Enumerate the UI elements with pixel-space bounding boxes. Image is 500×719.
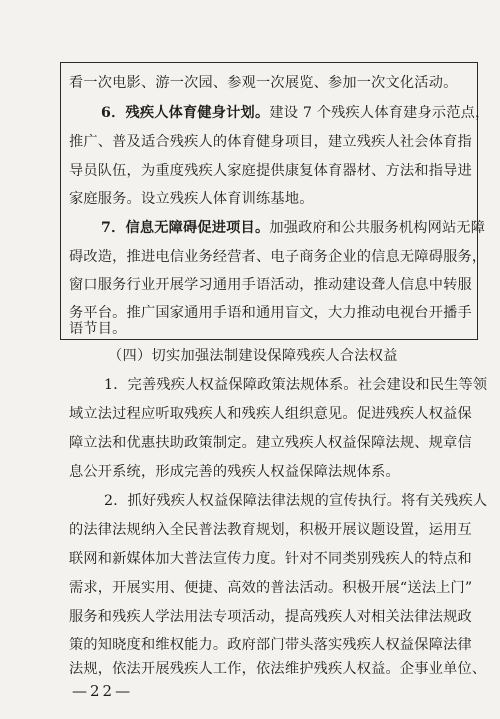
box-line-10: 语节目。 (69, 321, 127, 337)
section-heading: （四）切实加强法制建设保障残疾人合法权益 (108, 348, 398, 364)
body-line-6: 的法律法规纳入全民普法教育规划，积极开展议题设置，运用互 (69, 522, 472, 538)
body-line-10: 策的知晓度和维权能力。政府部门带头落实残疾人权益保障法律 (69, 637, 472, 653)
item-6-heading: 6．残疾人体育健身计划。 (101, 105, 270, 121)
box-line-6 (101, 219, 485, 237)
box-line-7: 碍改造，推进电信业务经营者、电子商务企业的信息无障碍服务， (69, 249, 487, 265)
box-line-2 (101, 104, 489, 122)
box-line-4: 导员队伍，为重度残疾人家庭提供康复体育器材、方法和指导进 (69, 163, 472, 179)
body-line-7: 联网和新媒体加大普法宣传力度。针对不同类别残疾人的特点和 (69, 551, 472, 567)
box-line-1: 看一次电影、游一次园、参观一次展览、参加一次文化活动。 (69, 75, 458, 91)
box-line-9: 务平台。推广国家通用手语和通用盲文，大力推动电视台开播手 (69, 305, 472, 321)
body-line-5: 2．抓好残疾人权益保障法律法规的宣传执行。将有关残疾人 (104, 493, 488, 509)
box-line-5: 家庭服务。设立残疾人体育训练基地。 (69, 191, 314, 207)
box-line-8: 窗口服务行业开展学习通用手语活动，推动建设聋人信息中转服 (69, 277, 472, 293)
body-line-2: 域立法过程应听取残疾人和残疾人组织意见。促进残疾人权益保 (69, 406, 472, 422)
box-line-3: 推广、普及适合残疾人的体育健身项目，建立残疾人社会体育指 (69, 134, 472, 150)
body-line-1: 1．完善残疾人权益保障政策法规体系。社会建设和民生等领 (104, 377, 488, 393)
page-number: —22— (72, 682, 134, 700)
body-line-3: 障立法和优惠扶助政策制定。建立残疾人权益保障法规、规章信 (69, 435, 472, 451)
body-line-11: 法规，依法开展残疾人工作，依法维护残疾人权益。企事业单位、 (69, 661, 487, 677)
item-7-text: 加强政府和公共服务机构网站无障 (269, 220, 486, 236)
item-7-heading: 7．信息无障碍促进项目。 (101, 220, 270, 236)
body-line-4: 息公开系统，形成完善的残疾人权益保障法规体系。 (69, 464, 400, 480)
item-6-text: 建设 7 个残疾人体育建身示范点， (269, 105, 490, 121)
body-line-8: 需求，开展实用、便捷、高效的普法活动。积极开展“送法上门” (69, 580, 473, 596)
body-line-9: 服务和残疾人学法用法专项活动，提高残疾人对相关法律法规政 (69, 609, 472, 625)
